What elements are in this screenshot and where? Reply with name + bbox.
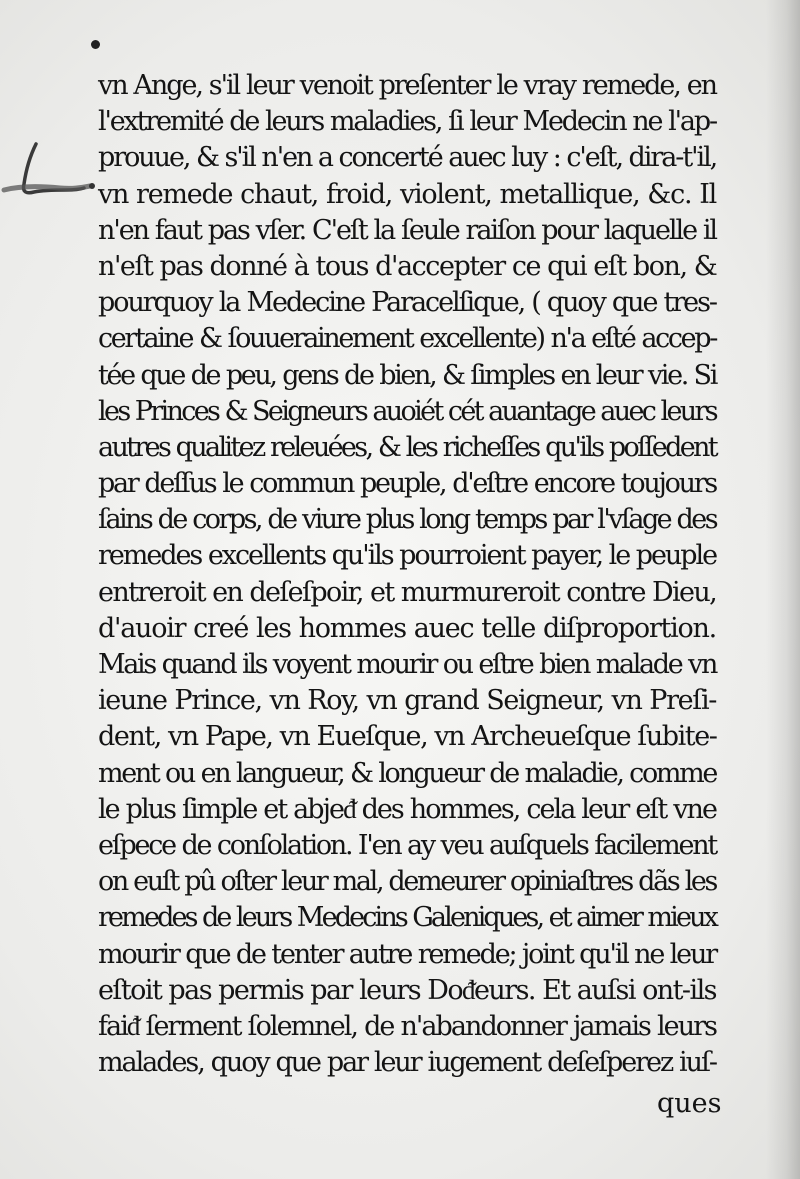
text-line: mourir que de tenter autre remede; joint qu'il ne leur (98, 938, 716, 970)
text-line: autres qualitez releuées, & les richeſſes qu'ils poſſedent (98, 431, 716, 463)
text-line: ſains de corps, de viure plus long temps par l'vſage des (98, 504, 716, 536)
body-text (98, 68, 716, 1081)
text-line: prouue, & s'il n'en a concerté auec luy : c'eſt, dira-t'il, (98, 142, 717, 174)
text-line: faiᵭ ſerment ſolemnel, de n'abandonner jamais leurs (98, 1010, 716, 1042)
text-line: ieune Prince, vn Roy, vn grand Seigneur, vn Preſi- (98, 685, 716, 717)
margin-annotation-mark (0, 140, 100, 210)
text-line: d'auoir creé les hommes auec telle diſproportion. (98, 612, 716, 644)
text-line: par deſſus le commun peuple, d'eſtre encore toujours (98, 468, 716, 500)
text-line: l'extremité de leurs maladies, ſi leur Medecin ne l'ap- (98, 106, 716, 138)
text-line: les Princes & Seigneurs auoiét cét auantage auec leurs (98, 395, 716, 427)
text-line: n'en faut pas vſer. C'eſt la ſeule raiſon pour laquelle il (98, 214, 716, 246)
text-line: vn Ange, s'il leur venoit preſenter le vray remede, en (98, 70, 716, 101)
text-line: dent, vn Pape, vn Eueſque, vn Archeueſque ſubite- (98, 721, 717, 753)
text-line: certaine & ſouuerainement excellente) n'a eſté accep- (98, 323, 716, 355)
catchword: ques (657, 1088, 722, 1119)
text-line: entreroit en deſeſpoir, et murmureroit contre Dieu, (98, 576, 716, 608)
text-line: pourquoy la Medecine Paracelſique, ( quoy que tres- (98, 287, 716, 319)
text-line: malades, quoy que par leur iugement deſeſperez iuſ- (98, 1047, 716, 1079)
text-line: Mais quand ils voyent mourir ou eſtre bien malade vn (98, 649, 716, 680)
text-line: remedes de leurs Medecins Galeniques, et aimer mieux (98, 902, 716, 934)
ink-dot-mark (91, 40, 100, 49)
page-edge-shadow (766, 0, 800, 1179)
text-line: eſpece de conſolation. I'en ay veu auſquels facilement (98, 829, 716, 861)
text-line: remedes excellents qu'ils pourroient payer, le peuple (98, 540, 716, 572)
text-line: ment ou en langueur, & longueur de maladie, comme (98, 757, 716, 789)
text-line: vn remede chaut, froid, violent, metallique, &c. Il (98, 178, 716, 210)
text-line: eſtoit pas permis par leurs Doᵭeurs. Et auſsi ont-ils (98, 974, 716, 1006)
text-line: tée que de peu, gens de bien, & ſimples en leur vie. Si (98, 359, 716, 391)
text-line: n'eſt pas donné à tous d'accepter ce qui eſt bon, & (98, 250, 717, 282)
text-line: le plus ſimple et abjeᵭ des hommes, cela leur eſt vne (98, 793, 716, 825)
text-line: on euſt pû oſter leur mal, demeurer opiniaſtres dãs les (98, 866, 716, 898)
